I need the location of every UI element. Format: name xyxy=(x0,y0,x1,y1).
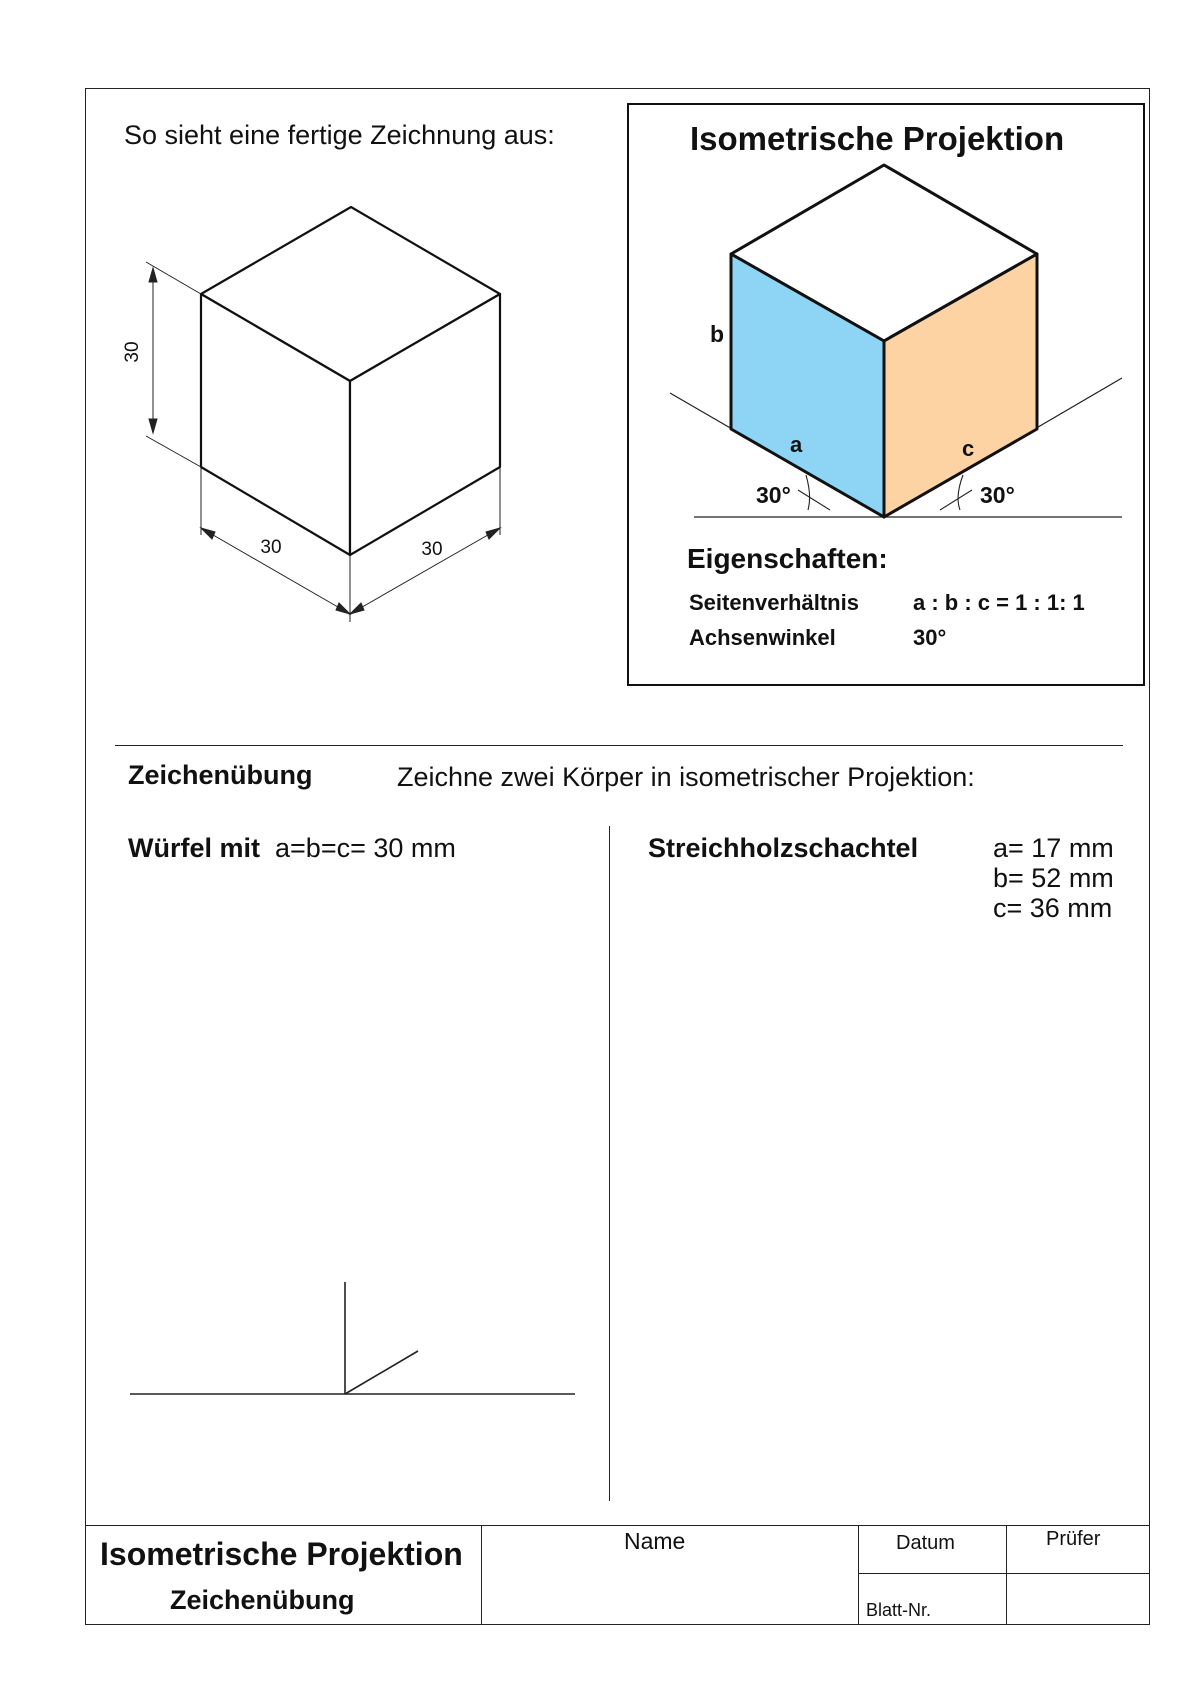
angle-label-left: 30° xyxy=(756,482,791,508)
checker-label: Prüfer xyxy=(1046,1528,1101,1550)
title-block-subtitle: Zeichenübung xyxy=(170,1585,355,1615)
dim-left-label: 30 xyxy=(260,537,282,558)
dim-right-label: 30 xyxy=(421,539,443,560)
title-block-top-line xyxy=(85,1525,1150,1526)
title-block-divider-1 xyxy=(481,1525,482,1625)
matchbox-dim-c: c= 36 mm xyxy=(993,893,1113,923)
exercise-title: Zeichenübung xyxy=(128,760,313,790)
sheet-number-label: Blatt-Nr. xyxy=(866,1600,932,1620)
intro-text: So sieht eine fertige Zeichnung aus: xyxy=(124,120,555,150)
edge-label-c: c xyxy=(962,436,975,461)
edge-label-b: b xyxy=(710,321,725,347)
task-cube-bold: Würfel mit xyxy=(128,833,260,863)
edge-label-a: a xyxy=(790,432,803,457)
task-matchbox-label: Streichholzschachtel xyxy=(648,833,919,863)
panel-title: Isometrische Projektion xyxy=(690,120,1065,157)
starter-diagonal-axis xyxy=(345,1351,418,1394)
matchbox-dim-a: a= 17 mm xyxy=(993,833,1114,863)
property-label-ratio: Seitenverhältnis xyxy=(689,590,859,615)
matchbox-dim-b: b= 52 mm xyxy=(993,863,1114,893)
property-value-ratio: a : b : c = 1 : 1: 1 xyxy=(913,590,1085,615)
title-block-divider-2 xyxy=(858,1525,859,1625)
task-cube-dims: a=b=c= 30 mm xyxy=(275,833,456,863)
date-label: Datum xyxy=(896,1532,955,1554)
name-label: Name xyxy=(624,1528,686,1554)
exercise-instruction: Zeichne zwei Körper in isometrischer Projektion: xyxy=(397,762,975,792)
angle-label-right: 30° xyxy=(980,482,1015,508)
dim-height-label: 30 xyxy=(122,341,143,363)
title-block-title: Isometrische Projektion xyxy=(100,1536,463,1572)
title-block-divider-3 xyxy=(1006,1525,1007,1625)
property-label-angle: Achsenwinkel xyxy=(689,625,836,650)
property-value-angle: 30° xyxy=(913,625,947,650)
title-block-mid-line xyxy=(858,1573,1150,1574)
properties-heading: Eigenschaften: xyxy=(687,543,888,574)
